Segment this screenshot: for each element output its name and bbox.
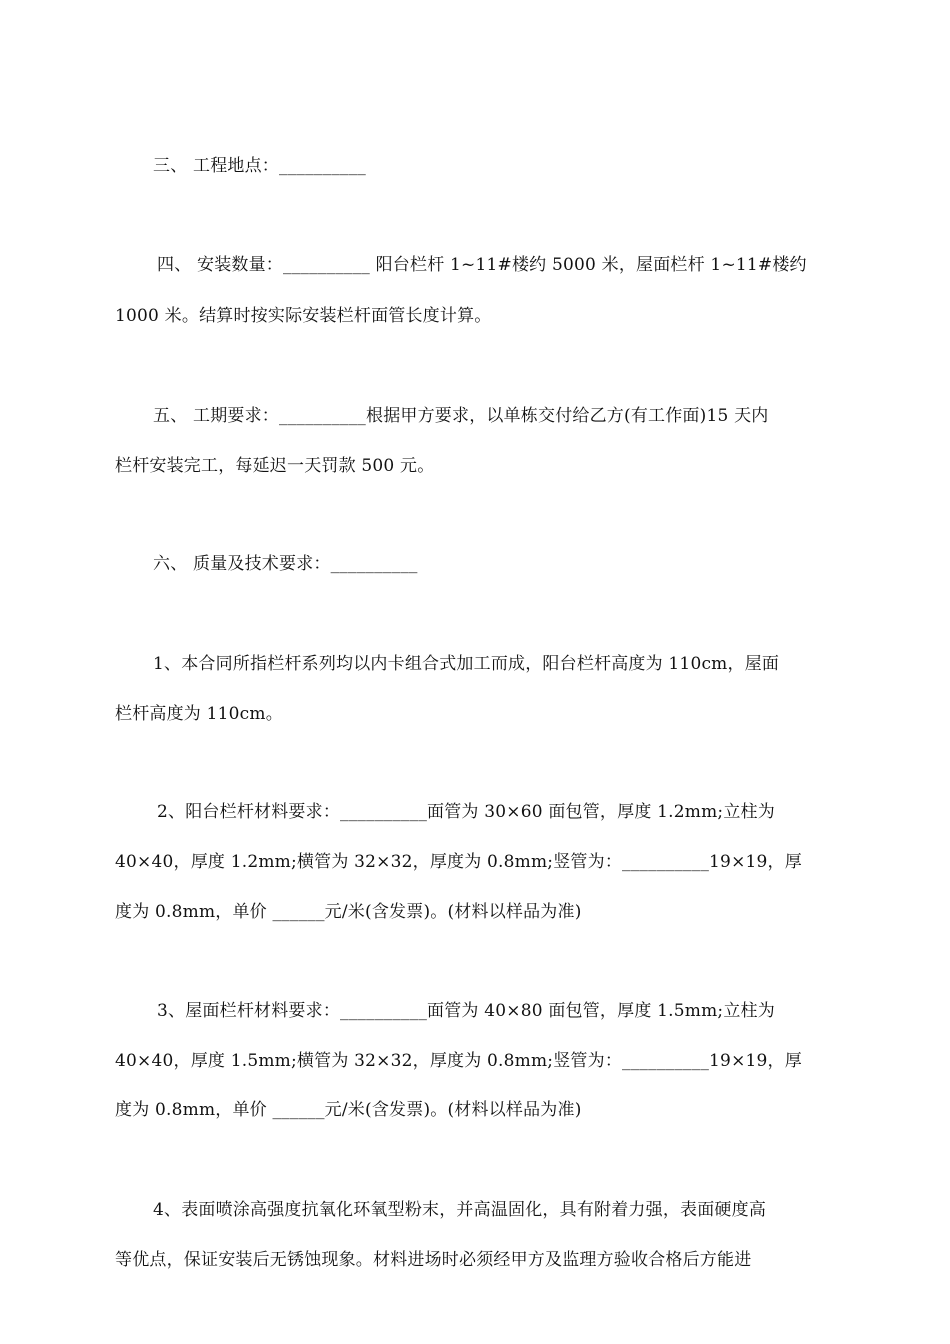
section-6-quality-line: 六、 质量及技术要求：__________ xyxy=(153,554,418,574)
item-3-line-1: 3、屋面栏杆材料要求：__________面管为 40×80 面包管，厚度 1.5mm;立柱为 xyxy=(157,1001,775,1021)
section-3-location-line: 三、 工程地点：__________ xyxy=(153,156,367,176)
item-3-line-3: 度为 0.8mm，单价 ______元/米(含发票)。(材料以样品为准) xyxy=(115,1100,582,1120)
item-1-line-1: 1、本合同所指栏杆系列均以内卡组合式加工而成，阳台栏杆高度为 110cm，屋面 xyxy=(153,654,780,674)
item-2-line-1: 2、阳台栏杆材料要求：__________面管为 30×60 面包管，厚度 1.2mm;立柱为 xyxy=(157,802,775,822)
item-2-line-3: 度为 0.8mm，单价 ______元/米(含发票)。(材料以样品为准) xyxy=(115,902,582,922)
item-3-line-2: 40×40，厚度 1.5mm;横管为 32×32，厚度为 0.8mm;竖管为：__________19×19，厚 xyxy=(115,1051,802,1071)
section-4-quantity-line-2: 1000 米。结算时按实际安装栏杆面管长度计算。 xyxy=(115,306,492,326)
section-5-schedule-line-2: 栏杆安装完工，每延迟一天罚款 500 元。 xyxy=(115,456,435,476)
section-4-quantity-line-1: 四、 安装数量：__________ 阳台栏杆 1~11#楼约 5000 米，屋面栏杆 1~11#楼约 xyxy=(157,255,807,275)
section-5-schedule-line-1: 五、 工期要求：__________根据甲方要求，以单栋交付给乙方(有工作面)15 天内 xyxy=(153,406,769,426)
item-4-line-2: 等优点，保证安装后无锈蚀现象。材料进场时必须经甲方及监理方验收合格后方能进 xyxy=(115,1250,752,1270)
item-1-line-2: 栏杆高度为 110cm。 xyxy=(115,704,283,724)
item-2-line-2: 40×40，厚度 1.2mm;横管为 32×32，厚度为 0.8mm;竖管为：__________19×19，厚 xyxy=(115,852,802,872)
item-4-line-1: 4、表面喷涂高强度抗氧化环氧型粉末，并高温固化，具有附着力强，表面硬度高 xyxy=(153,1200,767,1220)
